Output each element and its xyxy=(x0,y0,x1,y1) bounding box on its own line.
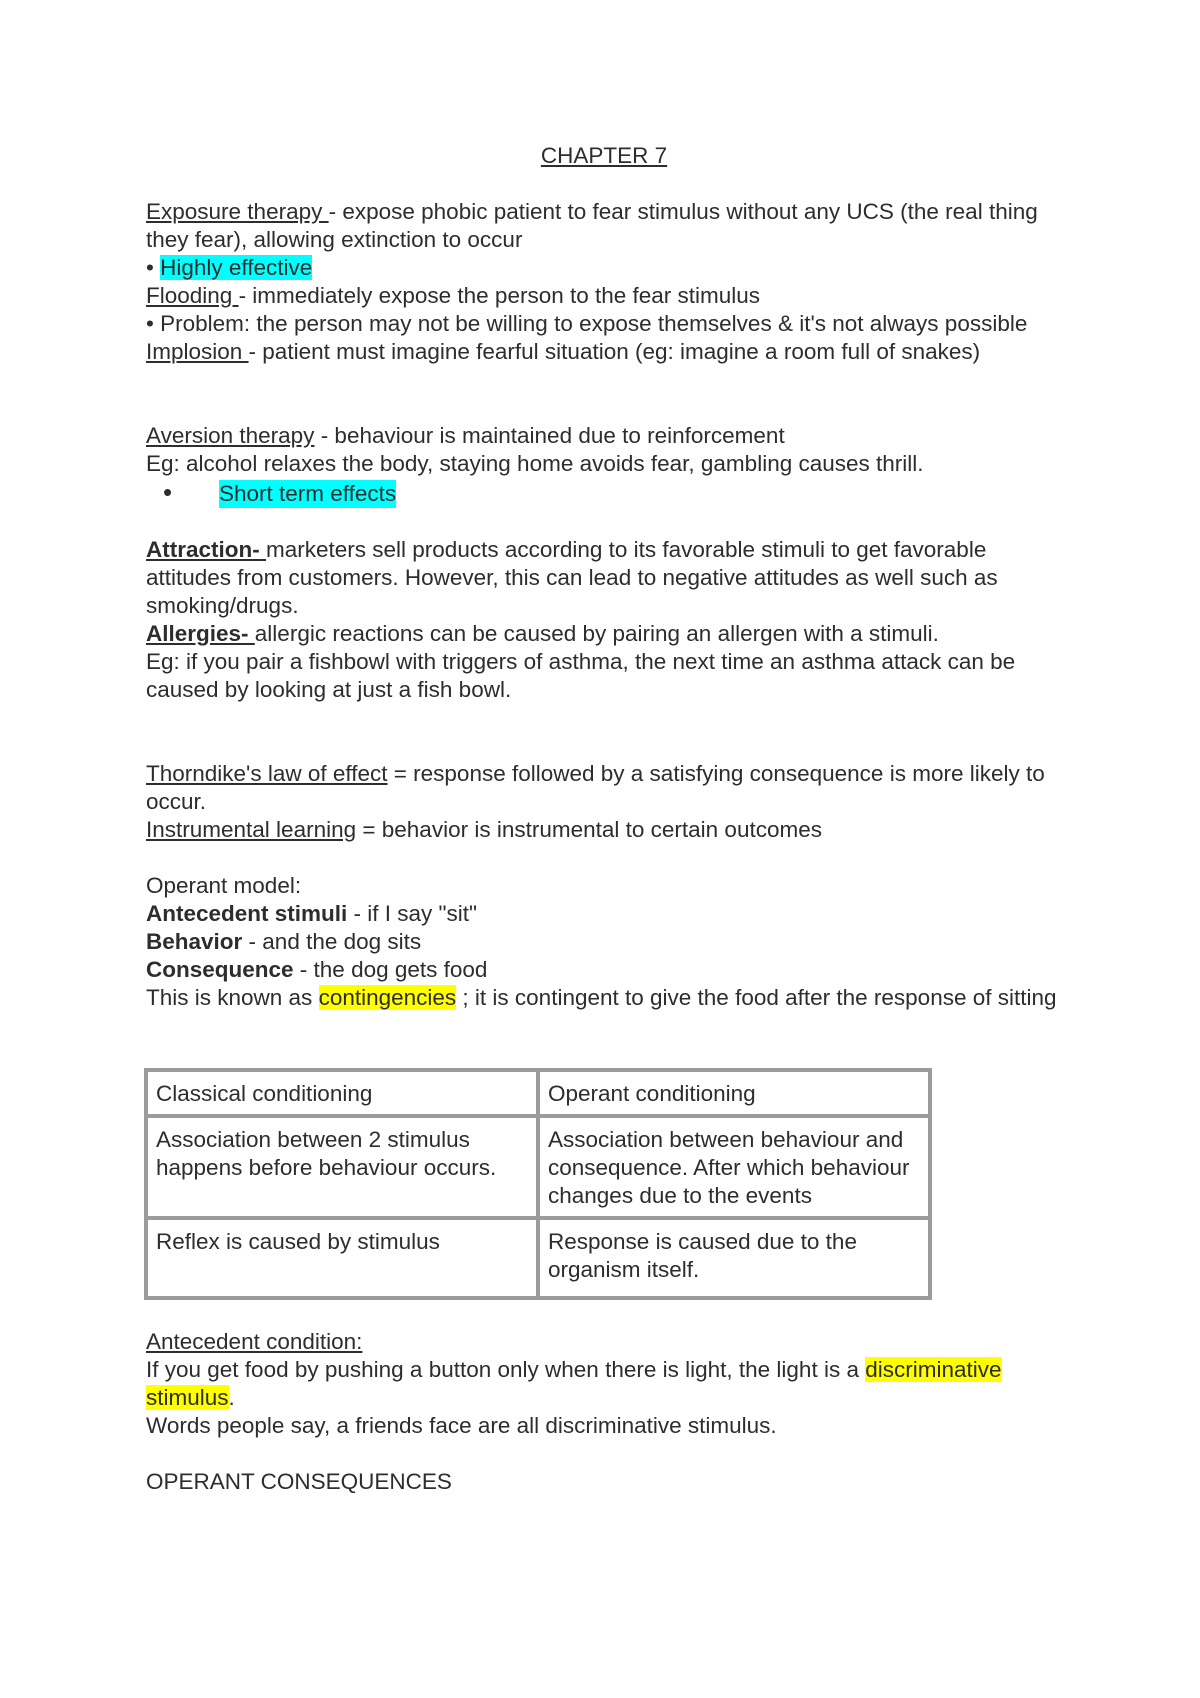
contingencies-after: ; it is contingent to give the food after the response of sitting xyxy=(456,985,1057,1010)
contingencies-highlight: contingencies xyxy=(318,985,457,1010)
operant-item-term: Consequence xyxy=(146,957,294,982)
allergies-example: Eg: if you pair a fishbowl with triggers of asthma, the next time an asthma attack can be caused by looking at just a fish bowl. xyxy=(146,649,1016,702)
instrumental-term: Instrumental learning xyxy=(146,817,357,842)
antecedent-term: Antecedent condition: xyxy=(146,1329,363,1354)
implosion-paragraph xyxy=(146,338,1076,366)
operant-item-text: - and the dog sits xyxy=(242,929,422,954)
antecedent-after: . xyxy=(228,1385,235,1410)
allergies-paragraph xyxy=(146,620,1076,648)
flooding-term: Flooding xyxy=(146,283,239,308)
table-row xyxy=(146,1116,930,1218)
table-cell: Reflex is caused by stimulus xyxy=(146,1218,538,1298)
antecedent-before: If you get food by pushing a button only when there is light, the light is a xyxy=(146,1357,866,1382)
document-content xyxy=(146,142,1076,1496)
table-row xyxy=(146,1218,930,1298)
antecedent-paragraph xyxy=(146,1356,1076,1412)
allergies-text: allergic reactions can be caused by pairing an allergen with a stimuli. xyxy=(254,621,939,646)
table-cell: Operant conditioning xyxy=(538,1070,930,1116)
thorndike-paragraph xyxy=(146,760,1076,816)
thorndike-text: = response followed by a satisfying consequence is more likely to occur. xyxy=(146,761,1045,814)
implosion-text: - patient must imagine fearful situation (eg: imagine a room full of snakes) xyxy=(248,339,981,364)
flooding-paragraph xyxy=(146,282,1076,310)
aversion-term: Aversion therapy xyxy=(146,423,315,448)
contingencies-paragraph xyxy=(146,984,1076,1012)
bullet-prefix: • xyxy=(146,255,161,280)
table-cell: Association between behaviour and consequence. After which behaviour changes due to the events xyxy=(538,1116,930,1218)
exposure-paragraph xyxy=(146,198,1076,254)
discriminative-highlight: discriminative stimulus xyxy=(146,1357,1002,1410)
table-cell: Association between 2 stimulus happens before behaviour occurs. xyxy=(146,1116,538,1218)
bullet-dot: • xyxy=(163,477,173,507)
highly-effective-highlight: Highly effective xyxy=(160,255,313,280)
instrumental-text: = behavior is instrumental to certain outcomes xyxy=(356,817,822,842)
short-term-highlight: Short term effects xyxy=(219,481,397,506)
attraction-term: Attraction- xyxy=(146,537,266,562)
operant-item-text: - if I say "sit" xyxy=(347,901,478,926)
attraction-paragraph xyxy=(146,536,1076,620)
comparison-table xyxy=(144,1068,932,1300)
table-cell: Response is caused due to the organism itself. xyxy=(538,1218,930,1298)
operant-item-term: Behavior xyxy=(146,929,243,954)
aversion-paragraph xyxy=(146,422,1076,450)
operant-item xyxy=(146,928,1076,956)
page-title: CHAPTER 7 xyxy=(540,143,668,168)
operant-item xyxy=(146,900,1076,928)
words-paragraph: Words people say, a friends face are all discriminative stimulus. xyxy=(146,1413,777,1438)
allergies-term: Allergies- xyxy=(146,621,255,646)
operant-item-text: - the dog gets food xyxy=(293,957,488,982)
implosion-term: Implosion xyxy=(146,339,249,364)
table-cell: Classical conditioning xyxy=(146,1070,538,1116)
exposure-bullet xyxy=(146,254,1076,282)
attraction-text: marketers sell products according to its favorable stimuli to get favorable attitudes from customers. However, this can lead to negative attitudes as well such as smoking/drugs. xyxy=(146,537,998,618)
operant-item-term: Antecedent stimuli xyxy=(146,901,348,926)
flooding-problem: • Problem: the person may not be willing to expose themselves & it's not always possible xyxy=(146,311,1028,336)
instrumental-paragraph xyxy=(146,816,1076,844)
operant-heading: Operant model: xyxy=(146,873,302,898)
table-row xyxy=(146,1070,930,1116)
aversion-bullet xyxy=(146,478,1076,508)
exposure-term: Exposure therapy xyxy=(146,199,329,224)
contingencies-before: This is known as xyxy=(146,985,319,1010)
thorndike-term: Thorndike's law of effect xyxy=(146,761,388,786)
flooding-text: - immediately expose the person to the fear stimulus xyxy=(238,283,761,308)
operant-consequences-heading: OPERANT CONSEQUENCES xyxy=(146,1469,452,1494)
aversion-example: Eg: alcohol relaxes the body, staying home avoids fear, gambling causes thrill. xyxy=(146,451,924,476)
aversion-text: - behaviour is maintained due to reinforcement xyxy=(314,423,785,448)
exposure-text: - expose phobic patient to fear stimulus without any UCS (the real thing they fear), allowing extinction to occur xyxy=(146,199,1038,252)
operant-item xyxy=(146,956,1076,984)
